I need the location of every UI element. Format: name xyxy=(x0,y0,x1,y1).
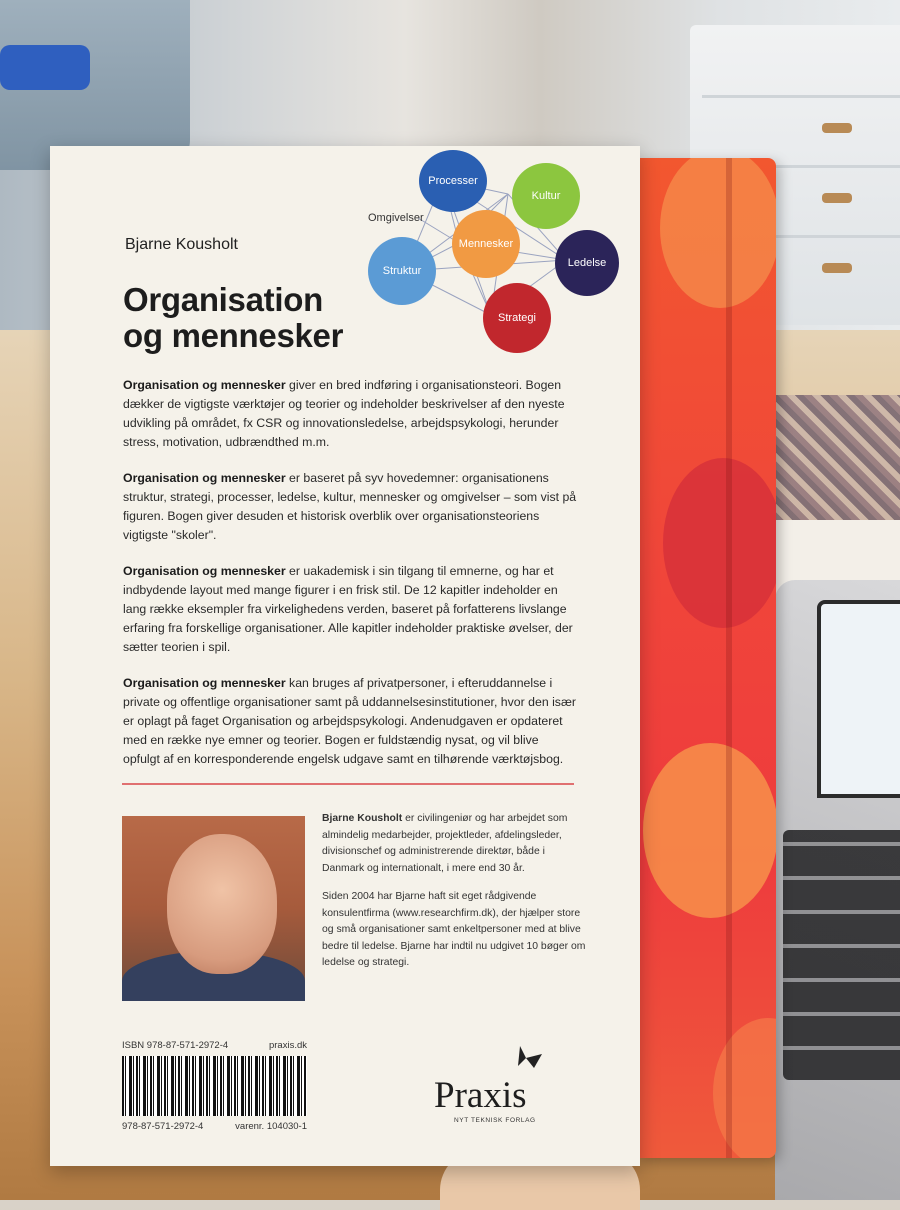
diagram-node-kultur: Kultur xyxy=(512,163,580,229)
drawer-knob xyxy=(822,263,852,273)
description-paragraph xyxy=(123,674,578,769)
title-line-2: og mennesker xyxy=(123,317,344,354)
barcode-number: 978-87-571-2972-4 xyxy=(122,1121,204,1132)
bio-name: Bjarne Kousholt xyxy=(322,813,403,824)
author-face xyxy=(167,834,277,974)
isbn: ISBN 978-87-571-2972-4 xyxy=(122,1040,229,1051)
paragraph-text: kan bruges af privatpersoner, i efteruddannelse i private og offentlige organisationer samt på uddannelsesinstitutioner, hvor den især er oplagt på faget Organisation og arbejdspsykologi. Andenudgaven er opdateret med en række nye emner og teorier. Bogen er fuldstændig nysat, og vil blive opfulgt af en korresponderende engelsk udgave samt en tilhørende værktøjsbog. xyxy=(123,676,576,766)
laptop xyxy=(775,580,900,1200)
spine-circle xyxy=(660,158,776,308)
diagram-node-processer: Processer xyxy=(419,150,487,212)
paragraph-lead: Organisation og mennesker xyxy=(123,676,286,690)
rug xyxy=(760,395,900,530)
author-name: Bjarne Kousholt xyxy=(125,236,238,253)
paragraph-lead: Organisation og mennesker xyxy=(123,564,286,578)
diagram-node-struktur: Struktur xyxy=(368,237,436,305)
publisher-logo: Praxis xyxy=(434,1075,527,1116)
barcode xyxy=(122,1056,307,1116)
book-back-cover xyxy=(50,146,640,1166)
sofa xyxy=(0,0,190,170)
paragraph-text: giver en bred indføring i organisationsteori. Bogen dækker de vigtigste værktøjer og teorier og indeholder beskrivelser af den nyeste udvikling på området, fx CSR og innovationsledelse, arbejdspsykologi, herunder stress, motivation, udbrændthed m.m. xyxy=(123,378,565,449)
drawer-knob xyxy=(822,193,852,203)
description-paragraph xyxy=(123,376,578,452)
paragraph-text: er uakademisk i sin tilgang til emnerne, og har et indbydende layout med mange figurer i en frisk stil. De 12 kapitler indeholder en lang række eksempler fra virkelighedens verden, baseret på forfatterens livslange erfaring fra forskellige organisationer. Alle kapitler indeholder praktiske øvelser, der sætter teorien i spil. xyxy=(123,564,573,654)
divider xyxy=(122,783,574,785)
paragraph-lead: Organisation og mennesker xyxy=(123,378,286,392)
website: praxis.dk xyxy=(268,1040,307,1051)
diagram-node-strategi: Strategi xyxy=(483,283,551,353)
author-photo xyxy=(122,816,305,1001)
diagram-label-omgivelser: Omgivelser xyxy=(368,212,424,224)
spine-circle xyxy=(713,1018,776,1158)
paragraph-lead: Organisation og mennesker xyxy=(123,471,286,485)
cushion xyxy=(0,45,90,90)
drawer-knob xyxy=(822,123,852,133)
book-title xyxy=(123,282,343,354)
drawer xyxy=(702,95,900,160)
description-paragraph xyxy=(123,562,578,657)
paragraph-text: er baseret på syv hovedemner: organisationens struktur, strategi, processer, ledelse, kultur, mennesker og omgivelser – som vist på figuren. Bogen giver desuden et historisk overblik over organisationsteoriens vigtigste "skoler". xyxy=(123,471,577,542)
description-paragraph xyxy=(123,469,578,545)
bio-paragraph xyxy=(322,811,587,877)
spine-circle xyxy=(643,743,776,918)
laptop-screen xyxy=(817,600,900,798)
barcode-number-row xyxy=(122,1121,307,1132)
title-line-1: Organisation xyxy=(123,281,323,318)
bio-text: er civilingeniør og har arbejdet som almindelig medarbejder, projektleder, afdelingsleder, divisionschef og administrerende direktør, både i Danmark og internationalt, i mere end 30 år. xyxy=(322,813,568,874)
praxis-logo-icon xyxy=(512,1044,546,1072)
isbn-row xyxy=(122,1040,307,1051)
item-number: varenr. 104030-1 xyxy=(235,1121,307,1132)
author-bio xyxy=(322,811,587,984)
publisher-subtitle: NYT TEKNISK FORLAG xyxy=(454,1117,536,1124)
bio-paragraph: Siden 2004 har Bjarne haft sit eget rådgivende konsulentfirma (www.researchfirm.dk), der hjælper store og små organisationer samt enkeltpersoner med at blive bedre til ledelse. Bjarne har indtil nu udgivet 10 bøger om ledelse og strategi. xyxy=(322,891,586,968)
spine-circle xyxy=(663,458,776,628)
diagram-node-mennesker: Mennesker xyxy=(452,210,520,278)
diagram-node-ledelse: Ledelse xyxy=(555,230,619,296)
book-description xyxy=(123,376,578,786)
spine-fold xyxy=(726,158,732,1158)
book-spine xyxy=(638,158,776,1158)
laptop-keyboard xyxy=(783,830,900,1080)
